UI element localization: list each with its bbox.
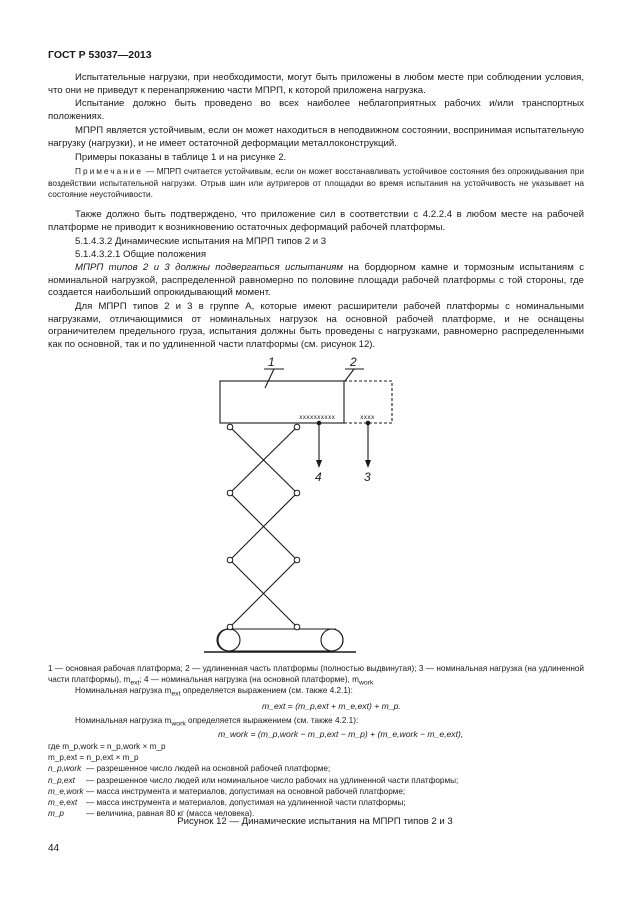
label-extension: 2 [350, 355, 357, 369]
pivot [227, 490, 233, 496]
paragraph: Примеры показаны в таблице 1 и на рисунке 2. [75, 152, 287, 163]
arrow-head [365, 460, 371, 468]
leader-line [265, 369, 274, 388]
formula-intro-sub: work [171, 720, 186, 728]
definition-symbol: m_p [48, 809, 64, 819]
definition-text: — разрешенное число людей или номинальное число рабочих на удлиненной части платформы; [86, 775, 459, 785]
formula-ext: m_ext = (m_p,ext + m_e,ext) + m_p. [262, 701, 401, 711]
definition-row [48, 763, 588, 774]
definition-row [48, 797, 588, 808]
where-line: m_p,ext = n_p,ext × m_p [48, 753, 139, 763]
page-number: 44 [48, 843, 60, 854]
formula-intro-text: Номинальная нагрузка m [75, 716, 172, 725]
definition-text: — масса инструмента и материалов, допустимая на удлиненной части платформы; [86, 798, 406, 808]
pivot [227, 557, 233, 563]
leader-line [345, 369, 354, 381]
formula-work: m_work = (m_p,work − m_p,ext − m_p) + (m_e,work − m_e,ext), [218, 729, 464, 739]
label-load-main: 4 [315, 470, 322, 484]
paragraph-rest: на бордюрном камне и тормозным испытаниям с номинальной нагрузкой, распределенной равномерно по половине площади рабочей платформы с той стороны, где создается наибольший опрокидывающий момент. [48, 262, 585, 299]
legend-text: 1 — основная рабочая платформа; 2 — удлиненная часть платформы (полностью выдвинутая); 3 — номинальная нагрузка (на удлиненной части платформы), m [48, 664, 584, 684]
load-marks-main: xxxxxxxxxx [299, 414, 336, 421]
load-point [366, 421, 371, 426]
formula-intro [48, 685, 584, 700]
definition-symbol: n_p,ext [48, 775, 75, 785]
figure-caption: Рисунок 12 — Динамические испытания на МПРП типов 2 и 3 [177, 816, 453, 827]
pivot [294, 424, 300, 430]
where-clause [48, 741, 588, 819]
arrow-head [316, 460, 322, 468]
wheel [321, 629, 343, 651]
definition-text: — величина, равная 80 кг (масса человека). [86, 809, 255, 819]
note-label: Примечание [75, 166, 144, 176]
definition-symbol: n_p,work [48, 764, 82, 774]
pivot [227, 624, 233, 630]
pivot [294, 490, 300, 496]
pivot [294, 557, 300, 563]
definition-symbol: m_e,ext [48, 798, 78, 808]
paragraph: Для МПРП типов 2 и 3 в группе А, которые имеют расширители рабочей платформы с номинальными нагрузками, отличающимися от номинальных нагрузок на основной рабочей платформе, и не оснащены ограничителем предельного груза, испытания должны быть проведены с нагрузками, равномерно распределенными как по основной, так и по удлиненной части платформы (см. рисунок 12). [48, 301, 584, 350]
legend-sub: ext [130, 679, 140, 687]
paragraph: МПРП является устойчивым, если он может находиться в неподвижном состоянии, воспринимая испытательную нагрузку (нагрузки), и не имеет остаточной деформации металлоконструкций. [48, 125, 584, 149]
paragraph: Также должно быть подтверждено, что приложение сил в соответствии с 4.2.2.4 в любом месте на рабочей платформе не приводит к возникновению остаточных деформаций рабочей платформы. [48, 209, 584, 233]
legend-text: ; 4 — номинальная нагрузка (на основной платформе), m [139, 675, 359, 684]
definition-row [48, 775, 588, 786]
label-load-ext: 3 [364, 470, 371, 484]
legend-sub: work [358, 679, 374, 687]
definition-symbol: m_e,work [48, 786, 84, 796]
emphasis-text: МПРП типов 2 и 3 должны подвергаться испытаниям [75, 262, 343, 273]
paragraph: Испытательные нагрузки, при необходимости, могут быть приложены в любом месте при соблюдении условия, что они не приведут к перенапряжению части МПРП, к которой приложена нагрузка. [48, 72, 584, 96]
formula-intro-text: Номинальная нагрузка m [75, 686, 172, 695]
paragraph: Испытание должно быть проведено во всех наиболее неблагоприятных рабочих и/или транспортных положениях. [48, 98, 584, 122]
label-main-platform: 1 [268, 355, 275, 369]
note-text: — МПРП считается устойчивым, если он может восстанавливать устойчивое состояния без опрокидывания при воздействии испытательной нагрузки. Отрыв шин или аутригеров от площадки во время испытания на устойчивость не указывает на состояние неустойчивости. [48, 166, 584, 200]
pivot [227, 424, 233, 430]
formula-intro-sub: ext [171, 690, 181, 698]
wheel [218, 629, 240, 651]
formula-intro-text: определяется выражением (см. также 4.2.1): [180, 686, 353, 695]
definition-text: — масса инструмента и материалов, допустимая на основной рабочей платформе; [86, 786, 406, 796]
load-marks-ext: xxxx [360, 414, 375, 421]
where-line: где m_p,work = n_p,work × m_p [48, 742, 166, 751]
subsection-heading: 5.1.4.3.2.1 Общие положения [75, 249, 207, 260]
load-point [317, 421, 322, 426]
definition-text: — разрешенное число людей на основной рабочей платформе; [86, 764, 331, 774]
formula-intro [48, 715, 584, 730]
pivot [294, 624, 300, 630]
definition-row [48, 786, 588, 797]
formula-intro-text: определяется выражением (см. также 4.2.1): [185, 716, 359, 725]
section-heading: 5.1.4.3.2 Динамические испытания на МПРП типов 2 и 3 [75, 236, 327, 247]
definitions-list [48, 763, 588, 819]
document-header: ГОСТ Р 53037—2013 [48, 49, 152, 61]
